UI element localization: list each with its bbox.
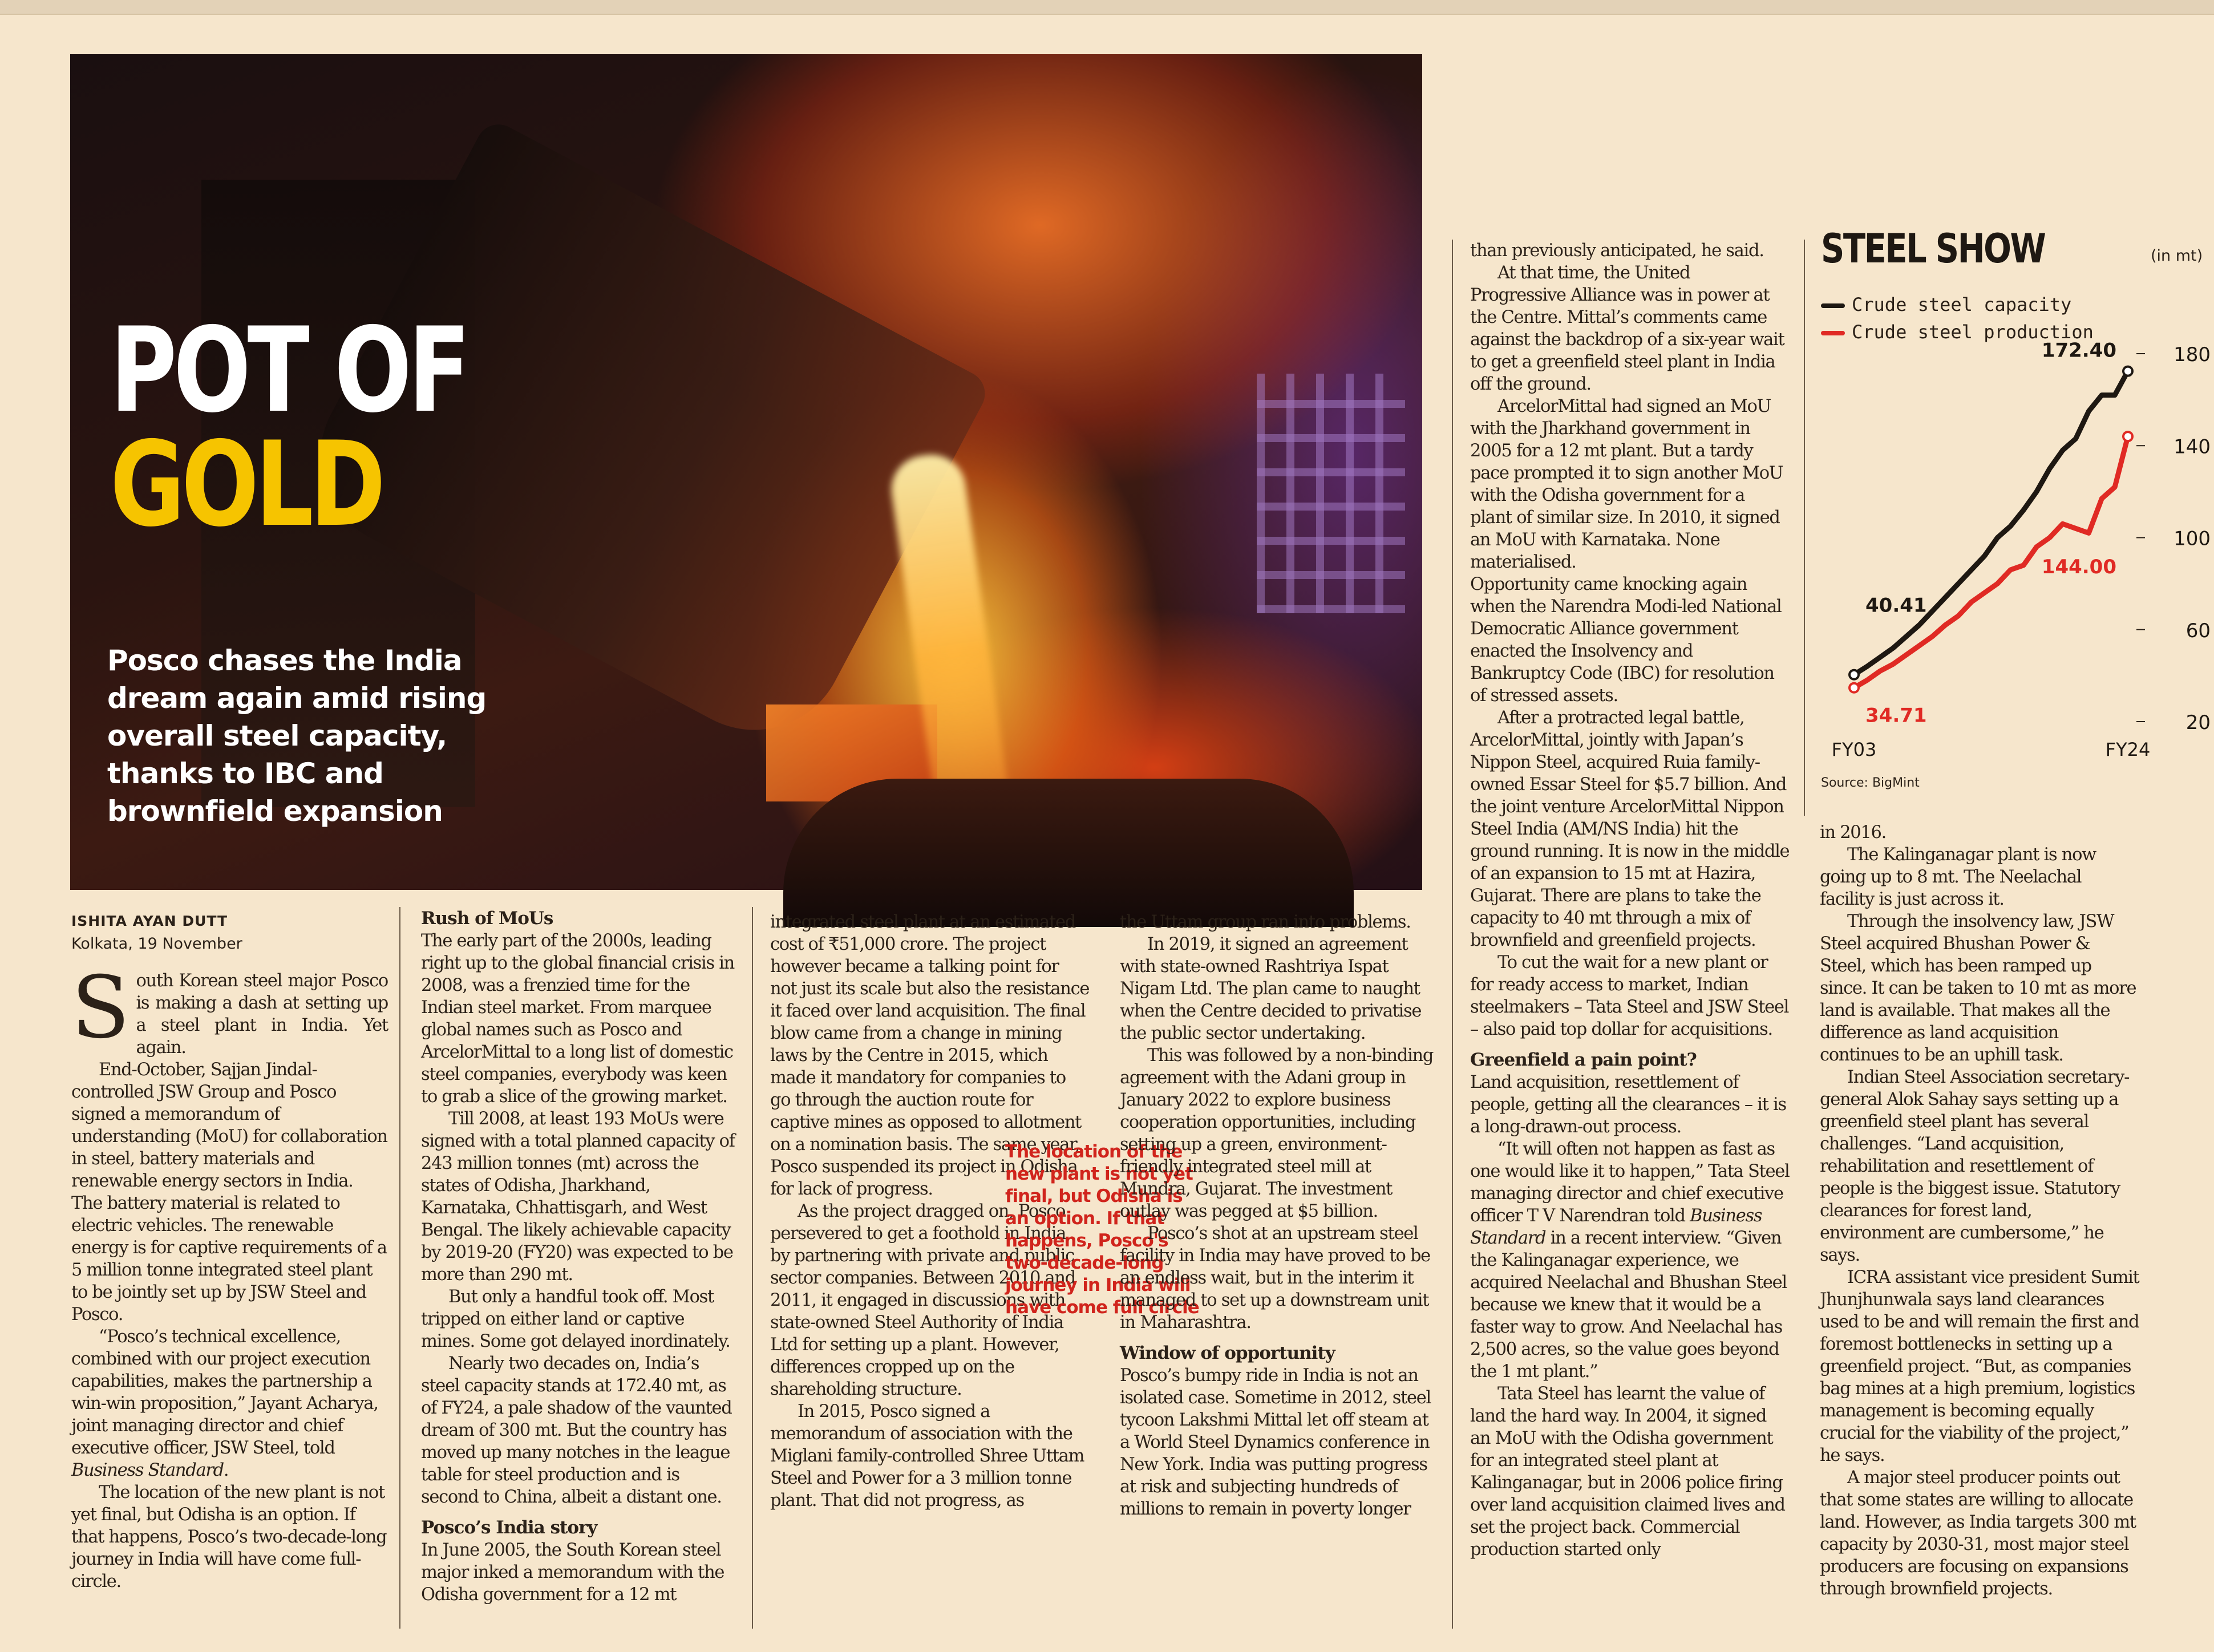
page-top-band	[0, 0, 2214, 15]
paragraph-text: Posco’s shot at an upstream steel facility in India may have proved to be an endless wait, but	[1120, 1224, 1430, 1288]
series-start-point	[1849, 670, 1859, 679]
chart-source: Source: BigMint	[1821, 776, 1920, 790]
paragraph: the Uttam group ran into problems.	[1120, 912, 1411, 932]
paragraph-text: business cooperation opportunities, including setting up a green, environment-friendly integrated steel mill at Mundra, Gujarat. The investment outlay was pegged at $5 billion.	[1120, 1090, 1416, 1221]
paragraph: Tata Steel has learnt the value of land the hard way. In 2004, it signed an MoU with the Odisha government for an integrated steel plant at Kalinganagar, but in 2006 police firing over land acquisition claimed lives and set the project back. Commercial production started only	[1470, 1384, 1785, 1560]
paragraph: End-October, Sajjan Jindal-controlled JSW Group and Posco signed a memorandum of understanding (MoU) for collaboration in steel, battery materials and renewable energy sectors in India. The battery material is related to electric vehicles. The renewable energy is for captive requirements of a 5 million tonne integrated steel plant to be jointly set up by JSW Steel and Posco.	[71, 1060, 387, 1325]
publication-name: Business Standard	[71, 1460, 224, 1480]
column-rule	[752, 907, 753, 1629]
paragraph: In 2019, it signed an agreement with state-owned Rashtriya Ispat Nigam Ltd. The plan came to naught when the Centre decided to privatise the public sector undertaking.	[1120, 934, 1422, 1043]
subhead-poscos-india-story: Posco’s India story	[421, 1517, 597, 1538]
data-label: 172.40	[2041, 339, 2116, 362]
paragraph: ArcelorMittal had signed an MoU with the Jharkhand government in 2005 for a 12 mt plant. But a tardy pace prompted it to sign another MoU with the Odisha government for a plant of similar size. In 2010, it signed an MoU with Karnataka. None materialised.	[1470, 396, 1783, 572]
hero-photo-pot	[783, 779, 1354, 927]
byline	[71, 913, 391, 953]
y-tick-label: 20	[2185, 711, 2211, 734]
paragraph-text: in the interim it managed to set up a downstream unit in Maharashtra.	[1120, 1268, 1429, 1333]
deck: Posco chases the India dream again amid rising overall steel capacity, thanks to IBC and brownfield expansion	[107, 644, 487, 828]
paragraph	[1120, 1044, 1439, 1222]
series-start-point	[1849, 683, 1859, 693]
y-tick-label: 140	[2173, 435, 2211, 459]
paragraph: To cut the wait for a new plant or for ready access to market, Indian steelmakers – Tata Steel and JSW Steel – also paid top dollar for acquisitions.	[1470, 953, 1789, 1039]
paragraph: Land acquisition, resettlement of people, getting all the clearances – it is a long-drawn-out process.	[1470, 1072, 1786, 1137]
lead-paragraph	[71, 958, 388, 1059]
paragraph: After a protracted legal battle, ArcelorMittal, jointly with Japan’s Nippon Steel, acquired Ruia family-owned Essar Steel for $5.7 billion. And the joint venture ArcelorMittal Nippon Steel India (AM/NS India) hit the ground running. It is now in the middle of an expansion to 15 mt at Hazira, Gujarat. There are plans to take the capacity to 40 mt through a mix of brownfield and greenfield projects.	[1470, 708, 1790, 950]
legend-label-production: Crude steel production	[1852, 321, 2094, 343]
chart-unit: (in mt)	[2151, 247, 2203, 265]
paragraph: Opportunity came knocking again when the Narendra Modi-led National Democratic Alliance government enacted the Insolvency and Bankruptcy Code (IBC) for resolution of stressed assets.	[1470, 574, 1782, 706]
data-label: 34.71	[1865, 704, 1927, 727]
publication-name: Business Standard	[1470, 1206, 1762, 1248]
paragraph: The early part of the 2000s, leading right up to the global financial crisis in 2008, was a frenzied time for the Indian steel market. From marquee global names such as Posco and ArcelorMittal to a long list of domestic steel companies, everybody was keen to grab a slice of the growing market.	[421, 931, 735, 1107]
paragraph: Indian Steel Association secretary-general Alok Sahay says setting up a greenfield steel plant has several challenges. “Land acquisition, rehabilitation and resettlement of people is the biggest issue. Statutory clearances for forest land, environment are cumbersome,” he says.	[1820, 1067, 2130, 1265]
paragraph: Till 2008, at least 193 MoUs were signed with a total planned capacity of 243 million tonnes (mt) across the states of Odisha, Jharkhand, Karnataka, Chhattisgarh, and West Bengal. The likely achievable capacity by 2019-20 (FY20) was expected to be more than 290 mt.	[421, 1109, 735, 1285]
paragraph	[71, 1326, 388, 1481]
steel-show-chart	[1808, 220, 2211, 801]
subhead-greenfield-a-pain-point: Greenfield a pain point?	[1470, 1050, 1697, 1070]
paragraph: The Kalinganagar plant is now going up to 8 mt. The Neelachal facility is just across it.	[1820, 845, 2096, 909]
subhead-rush-of-mous: Rush of MoUs	[421, 908, 553, 929]
y-tick-label: 180	[2173, 343, 2211, 366]
paragraph: A major steel producer points out that some states are willing to allocate land. However, as India targets 300 mt capacity by 2030-31, most major steel producers are focusing on expansions through brownfield projects.	[1820, 1468, 2136, 1599]
paragraph: Nearly two decades on, India’s steel capacity stands at 172.40 mt, as of FY24, a pale shadow of the vaunted dream of 300 mt. But the country has moved up many notches in the league table for steel production and is second to China, albeit a distant one.	[421, 1354, 732, 1507]
subhead-window-of-opportunity: Window of opportunity	[1120, 1343, 1335, 1363]
paragraph: The location of the new plant is not yet final, but Odisha is an option. If that happens, Posco’s two-decade-long journey in India will have come full-circle.	[71, 1483, 387, 1592]
paragraph: than previously anticipated, he said.	[1470, 241, 1764, 261]
article-column-1	[71, 958, 388, 1593]
paragraph: But only a handful took off. Most tripped on either land or captive mines. Some got delayed inordinately.	[421, 1287, 730, 1351]
paragraph-text: integrated steel plant at an estimated cost of ₹51,000 crore. The project however became a talking point for not just its scale but also the resistance it faced over land acquisition. The final blow came from a change in mining laws by the Centre in 2015, which made it mandatory for companies to go through the auction route for captive mines as opposed to allotment on a nomination basis. The same year, Posco suspended its project in Odisha for lack of progress.	[770, 912, 1090, 1199]
series-end-point	[2123, 432, 2132, 441]
x-tick-label: FY24	[2105, 739, 2151, 760]
paragraph: As the project dragged on, Posco persevered to get a foothold in India by partnering with private and public sector companies. Between 2010 and 2011, it engaged in discussions with state-owned Steel Authority of India Ltd for setting up a plant. However, differences cropped up on the shareholding structure.	[770, 1201, 1075, 1399]
hero-photo	[70, 54, 1422, 890]
series-end-point	[2123, 367, 2132, 376]
article-column-6	[1820, 821, 2139, 1600]
column-rule	[399, 907, 400, 1629]
y-tick-label: 100	[2173, 527, 2211, 550]
paragraph	[1120, 1222, 1439, 1334]
headline-line-2: GOLD	[110, 417, 382, 553]
column-rule	[1452, 240, 1453, 1629]
hero-photo-window	[1257, 374, 1405, 613]
data-label: 144.00	[2041, 556, 2116, 579]
paragraph-text: “Posco’s technical excellence, combined with our project execution capabilities, makes the partnership a win-win proposition,” Jayant Acharya, joint managing director and chief executive officer, JSW Steel, told	[71, 1327, 378, 1458]
paragraph: In 2015, Posco signed a memorandum of association with the Miglani family-controlled Shree Uttam Steel and Power for a 3 million tonne plant. That did not progress, as	[770, 1402, 1084, 1511]
article-column-4	[1120, 911, 1439, 1520]
drop-cap: S	[71, 958, 129, 1058]
paragraph: At that time, the United Progressive Alliance was in power at the Centre. Mittal’s comments came against the backdrop of a six-year wait to get a greenfield steel plant in India off the ground.	[1470, 263, 1784, 394]
headline	[110, 303, 467, 553]
y-tick-label: 60	[2185, 619, 2211, 642]
x-tick-label: FY03	[1831, 739, 1877, 760]
paragraph: Posco’s bumpy ride in India is not an isolated case. Sometime in 2012, steel tycoon Lakshmi Mittal let off steam at a World Steel Dynamics conference in New York. India was putting progress at risk and subjecting hundreds of millions to remain in poverty longer	[1120, 1366, 1431, 1519]
article-column-5	[1470, 240, 1790, 1561]
paragraph: In June 2005, the South Korean steel major inked a memorandum with the Odisha government for a 12 mt	[421, 1540, 724, 1605]
pull-quote: The location of the new plant is not yet final, but Odisha is an option. If that happens, Posco's two-decade-long journey in India will have come full circle	[1005, 1141, 1199, 1318]
byline-name: ISHITA AYAN DUTT	[71, 913, 228, 929]
byline-place: Kolkata, 19 November	[71, 935, 242, 953]
series-line-capacity	[1854, 371, 2128, 675]
paragraph: in 2016.	[1820, 823, 1887, 843]
column-rule	[1804, 240, 1805, 816]
chart-title: STEEL SHOW	[1821, 225, 2045, 272]
chart-plot	[1808, 220, 2211, 790]
article-column-2	[421, 907, 740, 1606]
paragraph-text: .	[223, 1460, 229, 1480]
paragraph-text: “It will often not happen as fast as one would like it to happen,” Tata Steel managing director and chief executive officer T V Narendran told	[1470, 1139, 1790, 1226]
paragraph-text: This was followed by a non-binding agreement with the Adani group in January 2022 to explore	[1120, 1046, 1434, 1110]
lead-text: outh Korean steel major Posco is making a dash at setting up a steel plant in India. Yet again.	[136, 971, 388, 1058]
paragraph	[1470, 1138, 1790, 1383]
paragraph-text: in a recent interview. “Given the Kalinganagar experience, we acquired Neelachal and Bhushan Steel because we knew that it would be a faster way to grow. And Neelachal has 2,500 acres, so the value goes beyond the 1 mt plant.”	[1470, 1228, 1787, 1382]
paragraph: ICRA assistant vice president Sumit Jhunjhunwala says land clearances used to be and will remain the first and foremost bottlenecks in setting up a greenfield project. “But, as companies bag mines at a high premium, logistics management is becoming equally crucial for the viability of the project,” he says.	[1820, 1268, 2139, 1465]
paragraph: Through the insolvency law, JSW Steel acquired Bhushan Power & Steel, which has been ramped up since. It can be taken to 10 mt as more land is available. That makes all the difference as land acquisition continues to be an uphill task.	[1820, 912, 2136, 1065]
data-label: 40.41	[1865, 594, 1927, 617]
headline-line-1: POT OF	[110, 303, 467, 439]
legend-label-capacity: Crude steel capacity	[1852, 294, 2072, 315]
